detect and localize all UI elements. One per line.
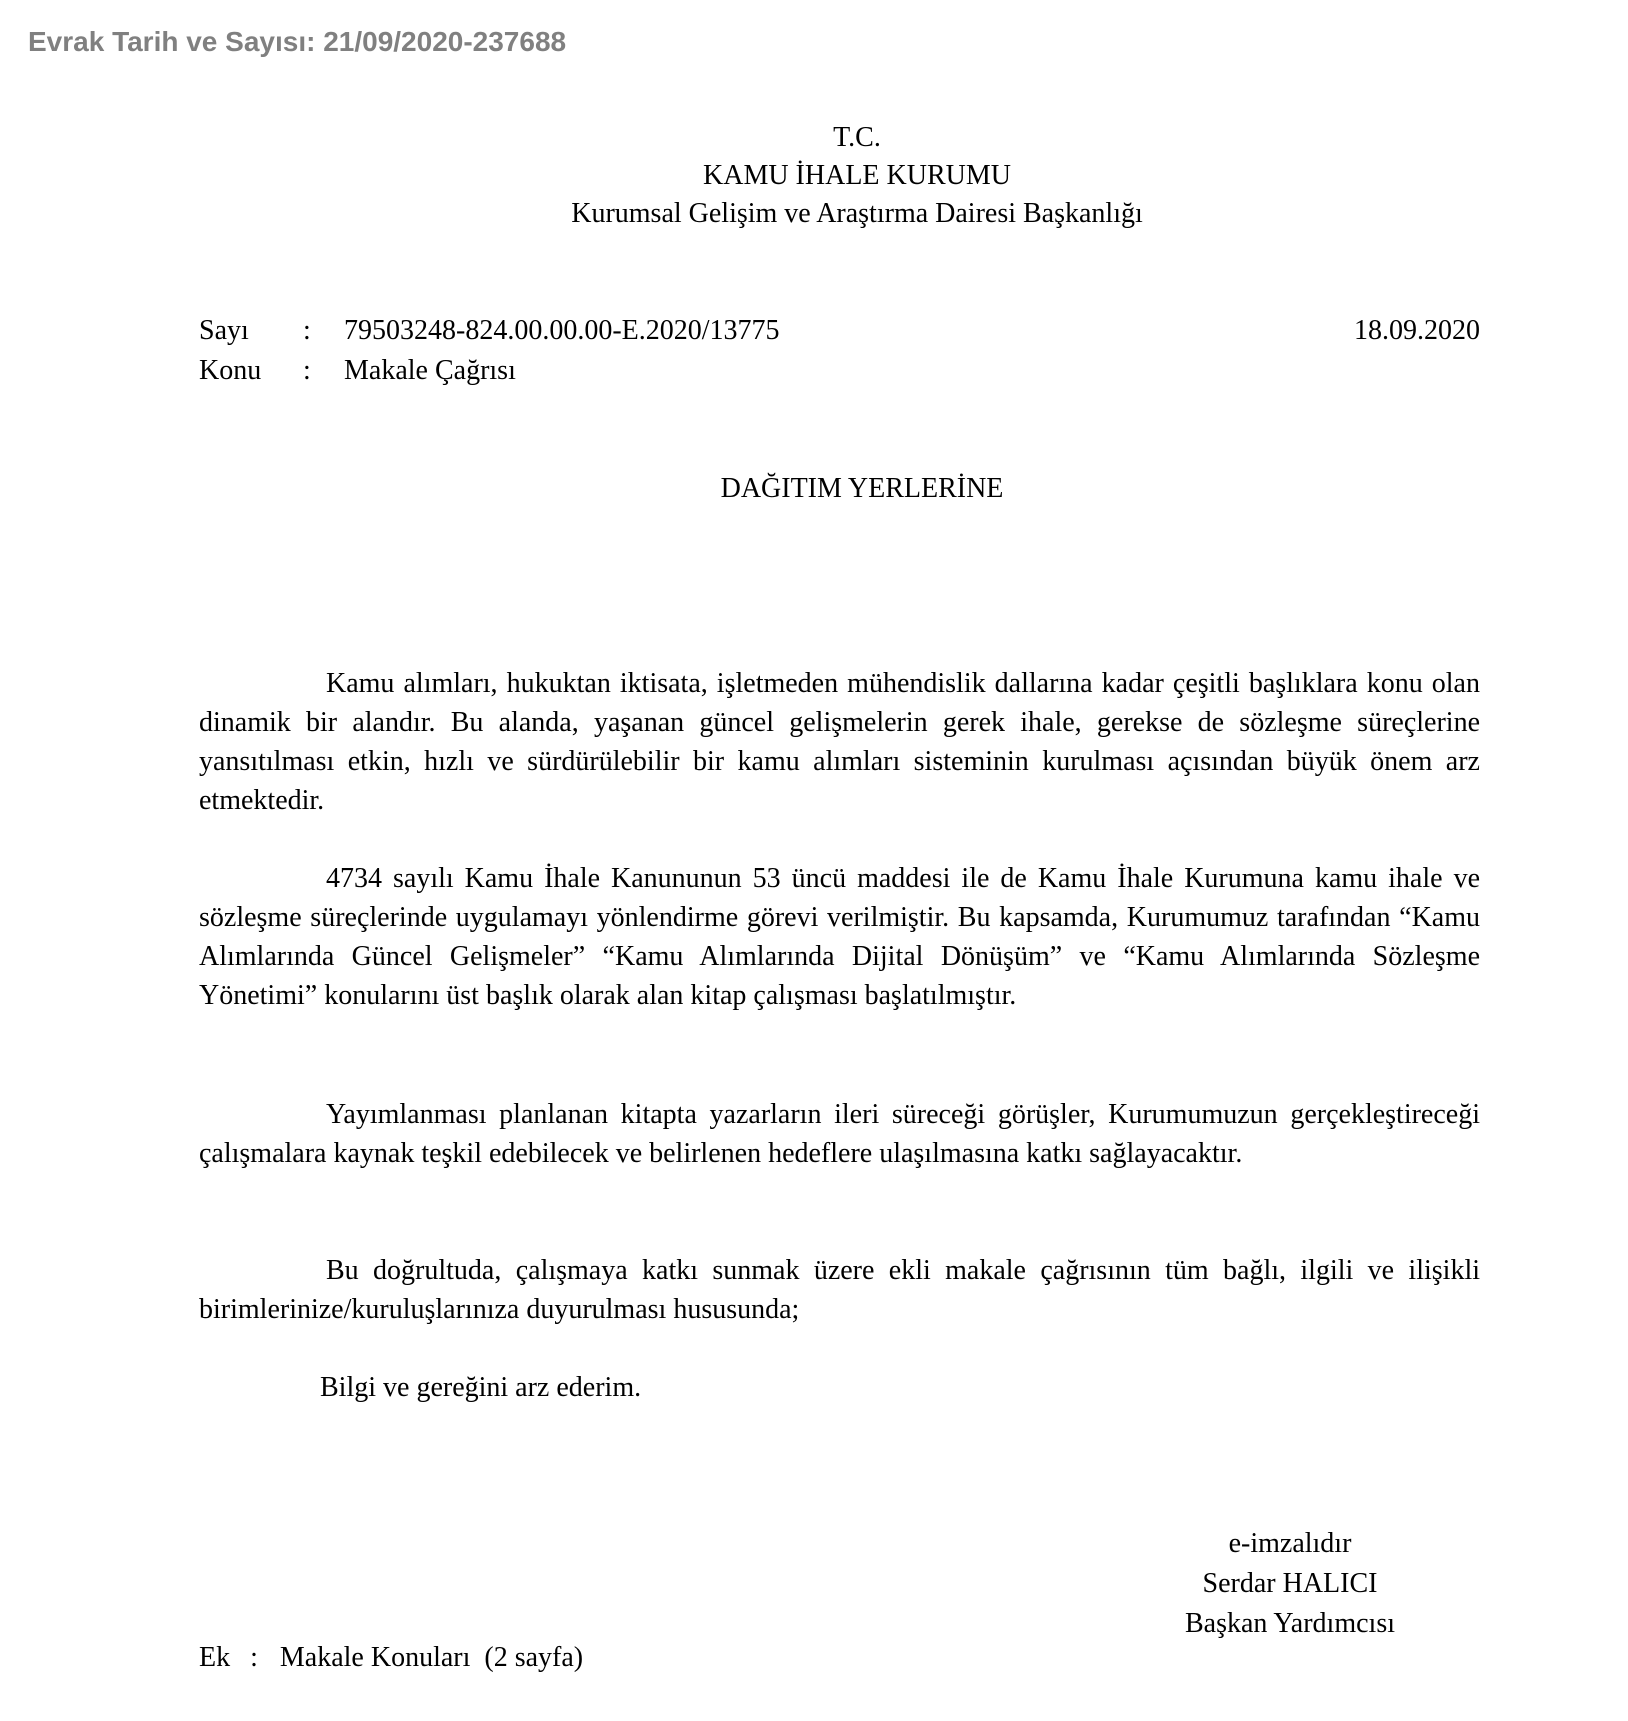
- body-paragraph: [199, 664, 1480, 820]
- attachment-label: Ek: [199, 1642, 231, 1673]
- body-paragraph: [199, 1095, 1480, 1173]
- document-date: 18.09.2020: [1354, 315, 1480, 346]
- attachment-colon: :: [250, 1642, 258, 1673]
- meta-subject-row: [199, 352, 1480, 392]
- paragraph-text: Bu doğrultuda, çalışmaya katkı sunmak üzere ekli makale çağrısının tüm bağlı, ilgili ve ilişikli birimlerinize/kuruluşlarınıza duyurulması hususunda;: [199, 1255, 1480, 1325]
- letterhead-department: Kurumsal Gelişim ve Araştırma Dairesi Başkanlığı: [571, 198, 1143, 229]
- letterhead: [0, 119, 1628, 233]
- attachment-line: [199, 1639, 583, 1677]
- subject-colon: :: [303, 355, 311, 386]
- attachment-value: Makale Konuları (2 sayfa): [279, 1642, 584, 1673]
- closing-line: Bilgi ve gereğini arz ederim.: [320, 1372, 642, 1403]
- letterhead-country: T.C.: [833, 122, 881, 153]
- document-number: 79503248-824.00.00.00-E.2020/13775: [344, 315, 780, 346]
- subject-label: Konu: [199, 355, 262, 386]
- meta-number-row: [199, 312, 1480, 352]
- signatory-title: Başkan Yardımcısı: [1185, 1608, 1395, 1639]
- paragraph-text: 4734 sayılı Kamu İhale Kanununun 53 üncü maddesi ile de Kamu İhale Kurumuna kamu ihale ve sözleşme süreçlerinde uygulamayı yönlendirme görevi verilmiştir. Bu kapsamda, Kurumumuz tarafından “Kamu Alımlarında Güncel Gelişmeler” “Kamu Alımlarında Dijital Dönüşüm” ve “Kamu Alımlarında Sözleşme Yönetimi” konularını üst başlık olarak alan kitap çalışması başlatılmıştır.: [199, 863, 1480, 1011]
- document-meta: [199, 312, 1480, 392]
- body-paragraph: [199, 1251, 1480, 1329]
- number-label: Sayı: [199, 315, 249, 346]
- signatory-name: Serdar HALICI: [1202, 1568, 1378, 1599]
- signature-block: [1150, 1524, 1430, 1644]
- e-signature-note: e-imzalıdır: [1228, 1528, 1352, 1559]
- addressee: DAĞITIM YERLERİNE: [720, 473, 1004, 504]
- paragraph-text: Yayımlanması planlanan kitapta yazarların ileri süreceği görüşler, Kurumumuzun gerçekleştireceği çalışmalara kaynak teşkil edebilecek ve belirlenen hedeflere ulaşılmasına katkı sağlayacaktır.: [199, 1099, 1480, 1169]
- letterhead-institution: KAMU İHALE KURUMU: [703, 160, 1011, 191]
- document-date-number-stamp: Evrak Tarih ve Sayısı: 21/09/2020-237688: [28, 26, 567, 57]
- number-colon: :: [303, 315, 311, 346]
- body-paragraph: [199, 859, 1480, 1015]
- document-subject: Makale Çağrısı: [344, 355, 516, 386]
- paragraph-text: Kamu alımları, hukuktan iktisata, işletmeden mühendislik dallarına kadar çeşitli başlıklara konu olan dinamik bir alandır. Bu alanda, yaşanan güncel gelişmelerin gerek ihale, gerekse de sözleşme süreçlerine yansıtılması etkin, hızlı ve sürdürülebilir bir kamu alımları sisteminin kurulması açısından büyük önem arz etmektedir.: [199, 668, 1480, 816]
